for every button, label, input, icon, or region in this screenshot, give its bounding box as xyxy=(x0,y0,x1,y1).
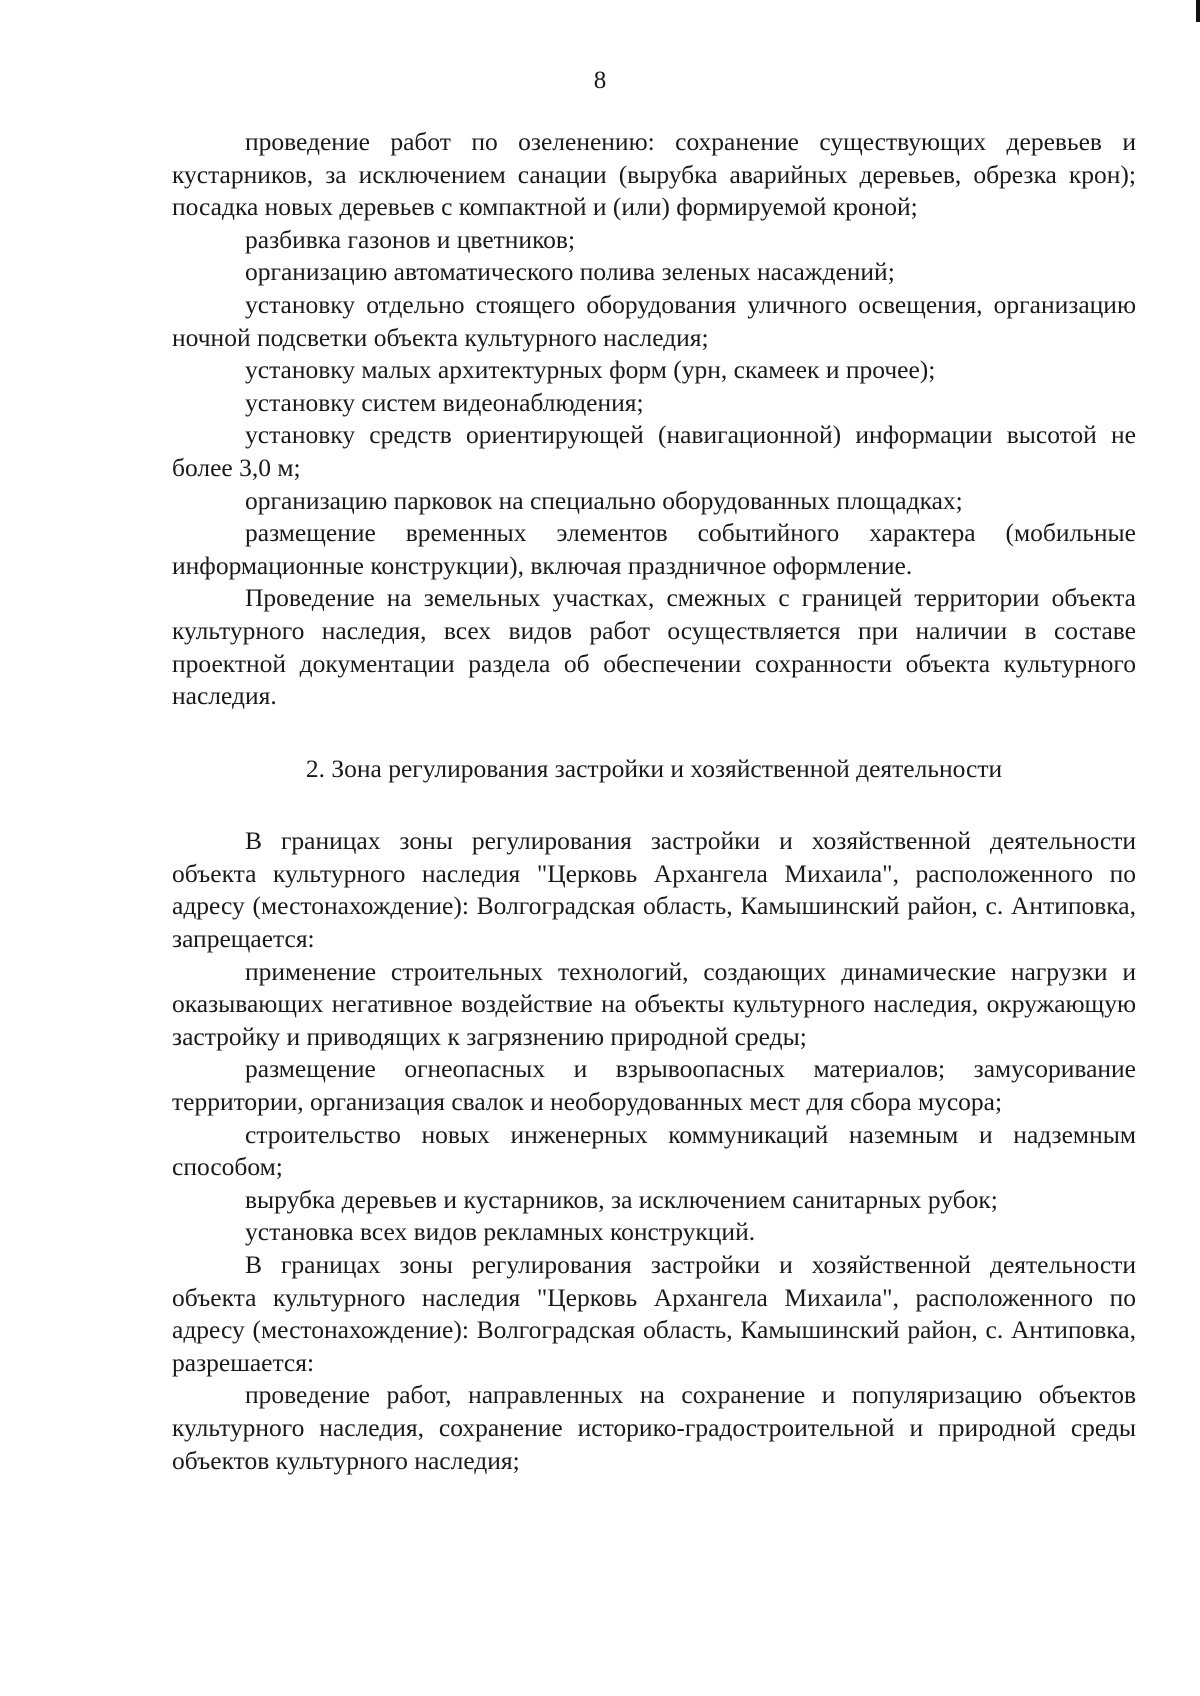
paragraph: установка всех видов рекламных конструкций. xyxy=(245,1217,756,1247)
paragraph: размещение временных элементов событийного характера (мобильные информационные конструкции), включая праздничное оформление. xyxy=(172,518,1136,580)
document-body xyxy=(172,126,1136,1477)
paragraph: проведение работ, направленных на сохранение и популяризацию объектов культурного наследия, сохранение историко-градостроительной и природной среды объектов культурного наследия; xyxy=(172,1380,1136,1475)
page-number: 8 xyxy=(593,67,607,94)
paragraph: разбивка газонов и цветников; xyxy=(245,224,576,254)
scan-edge-mark xyxy=(1196,0,1200,22)
paragraph: организацию парковок на специально оборудованных площадках; xyxy=(245,485,963,515)
paragraph: установку систем видеонаблюдения; xyxy=(245,387,644,417)
paragraph: В границах зоны регулирования застройки и хозяйственной деятельности объекта культурного наследия "Церковь Архангела Михаила", расположенного по адресу (местонахождение): Волгоградская область, Камышинский район, с. Антиповка, разрешается: xyxy=(172,1250,1136,1377)
paragraph: установку малых архитектурных форм (урн, скамеек и прочее); xyxy=(245,355,936,385)
paragraph: применение строительных технологий, создающих динамические нагрузки и оказывающих негативное воздействие на объекты культурного наследия, окружающую застройку и приводящих к загрязнению природной среды; xyxy=(172,956,1136,1051)
section-heading: 2. Зона регулирования застройки и хозяйственной деятельности xyxy=(305,753,1003,783)
paragraph: проведение работ по озеленению: сохранение существующих деревьев и кустарников, за исключением санации (вырубка аварийных деревьев, обрезка крон); посадка новых деревьев с компактной и (или) формируемой кроной; xyxy=(172,127,1136,222)
paragraph: вырубка деревьев и кустарников, за исключением санитарных рубок; xyxy=(245,1184,998,1214)
paragraph: установку средств ориентирующей (навигационной) информации высотой не более 3,0 м; xyxy=(172,420,1136,482)
paragraph: установку отдельно стоящего оборудования уличного освещения, организацию ночной подсветки объекта культурного наследия; xyxy=(172,289,1136,352)
paragraph: размещение огнеопасных и взрывоопасных материалов; замусоривание территории, организация свалок и необорудованных мест для сбора мусора; xyxy=(172,1054,1136,1117)
paragraph: строительство новых инженерных коммуникаций наземным и надземным способом; xyxy=(172,1119,1136,1182)
paragraph: организацию автоматического полива зеленых насаждений; xyxy=(245,257,895,287)
paragraph: В границах зоны регулирования застройки и хозяйственной деятельности объекта культурного наследия "Церковь Архангела Михаила", расположенного по адресу (местонахождение): Волгоградская область, Камышинский район, с. Антиповка, запрещается: xyxy=(172,826,1136,954)
paragraph: Проведение на земельных участках, смежных с границей территории объекта культурного наследия, всех видов работ осуществляется при наличии в составе проектной документации раздела об обеспечении сохранности объекта культурного наследия. xyxy=(172,583,1136,711)
